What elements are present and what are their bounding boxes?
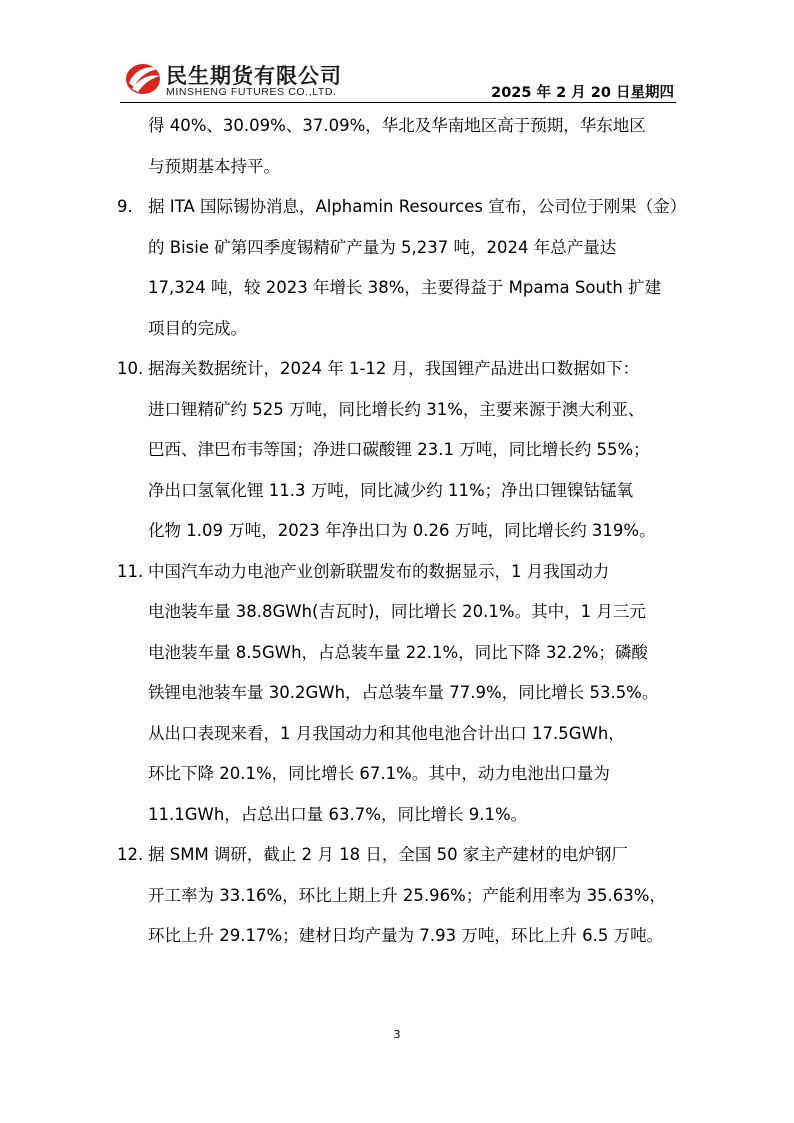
text-line: 环比下降 20.1%，同比增长 67.1%。其中，动力电池出口量为 <box>148 764 610 783</box>
text-line: 进口锂精矿约 525 万吨，同比增长约 31%，主要来源于澳大利亚、 <box>148 399 645 419</box>
text-line: 据 SMM 调研，截止 2 月 18 日，全国 50 家主产建材的电炉钢厂 <box>148 845 628 864</box>
text-line: 11.1GWh，占总出口量 63.7%，同比增长 9.1%。 <box>148 804 528 824</box>
news-item-10 <box>117 349 682 552</box>
text-line: 开工率为 33.16%，环比上期上升 25.96%；产能利用率为 35.63%， <box>148 885 666 905</box>
text-line: 17,324 吨，较 2023 年增长 38%，主要得益于 Mpama South 扩建 <box>148 278 662 297</box>
paragraph-continuation <box>117 106 682 187</box>
text-line: 化物 1.09 万吨，2023 年净出口为 0.26 万吨，同比增长约 319%。 <box>148 521 656 540</box>
text-line: 得 40%、30.09%、37.09%，华北及华南地区高于预期，华东地区 <box>148 116 646 135</box>
text-line: 的 Bisie 矿第四季度锡精矿产量为 5,237 吨，2024 年总产量达 <box>148 237 617 257</box>
page-number: 3 <box>393 1028 401 1041</box>
company-name-en: MINSHENG FUTURES CO.,LTD. <box>166 86 337 98</box>
text-line: 与预期基本持平。 <box>148 156 280 176</box>
page-header <box>120 52 676 103</box>
text-line: 据 ITA 国际锡协消息，Alphamin Resources 宣布，公司位于刚果（金） <box>148 197 687 216</box>
item-number: 11. <box>117 561 144 581</box>
company-name-cn: 民生期货有限公司 <box>166 64 342 88</box>
minsheng-swoosh-logo-icon <box>124 59 164 97</box>
text-line: 中国汽车动力电池产业创新联盟发布的数据显示，1 月我国动力 <box>148 561 610 581</box>
text-line: 据海关数据统计，2024 年 1-12 月，我国锂产品进出口数据如下： <box>148 359 640 378</box>
news-item-12 <box>117 835 682 957</box>
item-number: 10. <box>117 359 144 378</box>
news-item-11 <box>117 552 682 836</box>
text-line: 巴西、津巴布韦等国；净进口碳酸锂 23.1 万吨，同比增长约 55%； <box>148 440 650 459</box>
text-line: 电池装车量 8.5GWh，占总装车量 22.1%，同比下降 32.2%；磷酸 <box>148 642 648 662</box>
text-line: 净出口氢氧化锂 11.3 万吨，同比减少约 11%；净出口锂镍钴锰氧 <box>148 480 634 500</box>
text-line: 铁锂电池装车量 30.2GWh，占总装车量 77.9%，同比增长 53.5%。 <box>148 683 659 702</box>
company-logo <box>124 57 374 99</box>
text-line: 项目的完成。 <box>148 318 247 338</box>
document-body <box>117 106 687 957</box>
news-item-9 <box>117 187 687 349</box>
text-line: 电池装车量 38.8GWh(吉瓦时)，同比增长 20.1%。其中，1 月三元 <box>148 602 646 621</box>
item-number: 9. <box>117 197 133 216</box>
report-date: 2025 年 2 月 20 日星期四 <box>491 85 674 101</box>
item-number: 12. <box>117 845 144 864</box>
text-line: 从出口表现来看，1 月我国动力和其他电池合计出口 17.5GWh， <box>148 723 625 743</box>
text-line: 环比上升 29.17%；建材日均产量为 7.93 万吨，环比上升 6.5 万吨。 <box>148 926 664 945</box>
